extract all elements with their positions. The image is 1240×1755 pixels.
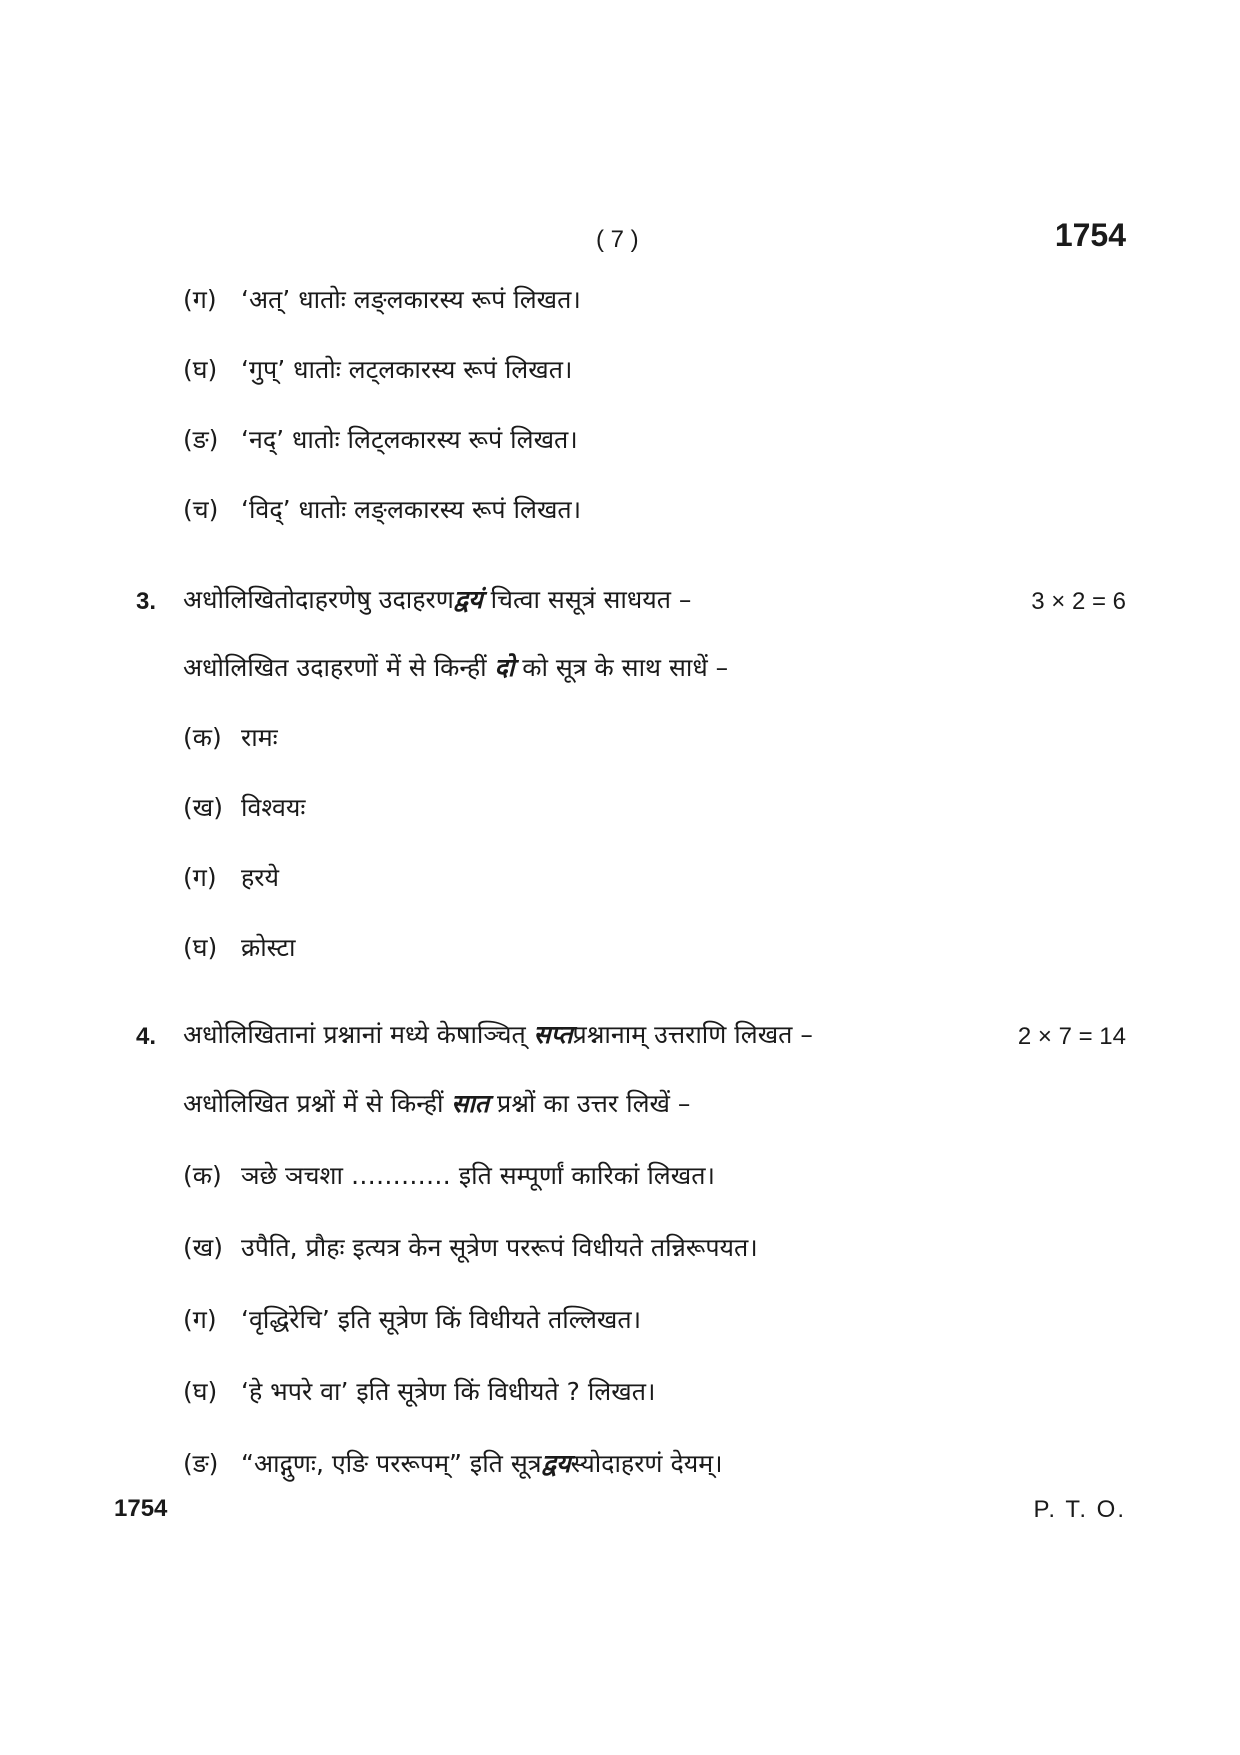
text: प्रश्नों का उत्तर लिखें – — [489, 1089, 691, 1118]
list-item — [183, 722, 278, 754]
item-label: (घ) — [183, 933, 218, 962]
item-label: (ङ) — [183, 425, 219, 454]
list-item — [183, 1232, 758, 1264]
question-4-hindi — [183, 1088, 690, 1120]
text: स्योदाहरणं देयम्। — [570, 1449, 723, 1478]
emphasis: सप्त — [533, 1020, 573, 1049]
text: अधोलिखितानां प्रश्नानां मध्ये केषाञ्चित् — [183, 1020, 534, 1049]
question-3-sanskrit — [183, 584, 691, 616]
item-text: रामः — [241, 723, 278, 752]
item-label: (च) — [183, 495, 219, 524]
item-label: (ख) — [183, 1233, 223, 1262]
paper-code-top: 1754 — [1054, 217, 1126, 253]
question-number-3: 3. — [136, 588, 157, 615]
item-label: (ग) — [183, 1305, 217, 1334]
text: अधोलिखितोदाहरणेषु उदाहरण — [183, 585, 454, 614]
paper-code-bottom: 1754 — [114, 1495, 168, 1522]
list-item — [183, 1304, 641, 1336]
page-number: ( 7 ) — [596, 226, 639, 253]
list-item — [183, 354, 572, 386]
item-text: हरये — [241, 863, 280, 892]
item-label: (ग) — [183, 285, 217, 314]
question-4-marks: 2 × 7 = 14 — [1017, 1023, 1126, 1050]
item-label: (ङ) — [183, 1449, 219, 1478]
item-label: (क) — [183, 1161, 222, 1190]
text: “आद्गुणः, एङि पररूपम्” इति सूत्र — [241, 1449, 542, 1478]
list-item — [183, 284, 581, 316]
emphasis: दो — [494, 653, 515, 682]
text: को सूत्र के साथ साधें – — [514, 653, 729, 682]
list-item — [183, 932, 295, 964]
list-item — [183, 1376, 655, 1408]
item-text: ‘गुप्’ धातोः लट्लकारस्य रूपं लिखत। — [241, 355, 573, 384]
list-item — [183, 862, 279, 894]
list-item — [183, 1160, 715, 1192]
question-number-4: 4. — [136, 1023, 157, 1050]
list-item — [183, 424, 578, 456]
emphasis: द्वयं — [453, 585, 483, 614]
item-label: (ख) — [183, 793, 223, 822]
question-3-hindi — [183, 652, 728, 684]
item-text: क्रोस्टा — [241, 933, 296, 962]
item-label: (घ) — [183, 1377, 218, 1406]
list-item — [183, 1448, 723, 1480]
item-text: ‘हे भपरे वा’ इति सूत्रेण किं विधीयते ? लिखत। — [241, 1377, 656, 1406]
item-text: उपैति, प्रौहः इत्यत्र केन सूत्रेण पररूपं विधीयते तन्निरूपयत। — [241, 1233, 758, 1262]
text: प्रश्नानाम् उत्तराणि लिखत – — [572, 1020, 813, 1049]
text: अधोलिखित प्रश्नों में से किन्हीं — [183, 1089, 452, 1118]
text: चित्वा ससूत्रं साधयत – — [482, 585, 692, 614]
item-text: ‘अत्’ धातोः लङ्लकारस्य रूपं लिखत। — [241, 285, 581, 314]
item-label: (ग) — [183, 863, 217, 892]
item-text: ‘नद्’ धातोः लिट्लकारस्य रूपं लिखत। — [241, 425, 578, 454]
text: अधोलिखित उदाहरणों में से किन्हीं — [183, 653, 495, 682]
item-label: (क) — [183, 723, 222, 752]
emphasis: सात — [451, 1089, 490, 1118]
list-item — [183, 792, 305, 824]
item-label: (घ) — [183, 355, 218, 384]
item-text: ‘विद्’ धातोः लङ्लकारस्य रूपं लिखत। — [241, 495, 582, 524]
emphasis: द्वय — [541, 1449, 571, 1478]
item-text: विश्वयः — [241, 793, 306, 822]
list-item — [183, 494, 581, 526]
question-3-marks: 3 × 2 = 6 — [1031, 588, 1126, 615]
pto-label: P. T. O. — [1033, 1496, 1126, 1523]
question-4-sanskrit — [183, 1019, 813, 1051]
item-text: ‘वृद्धिरेचि’ इति सूत्रेण किं विधीयते तल्लिखत। — [241, 1305, 642, 1334]
item-text: ञछे ञचशा ………… इति सम्पूर्णां कारिकां लिखत। — [241, 1161, 715, 1190]
